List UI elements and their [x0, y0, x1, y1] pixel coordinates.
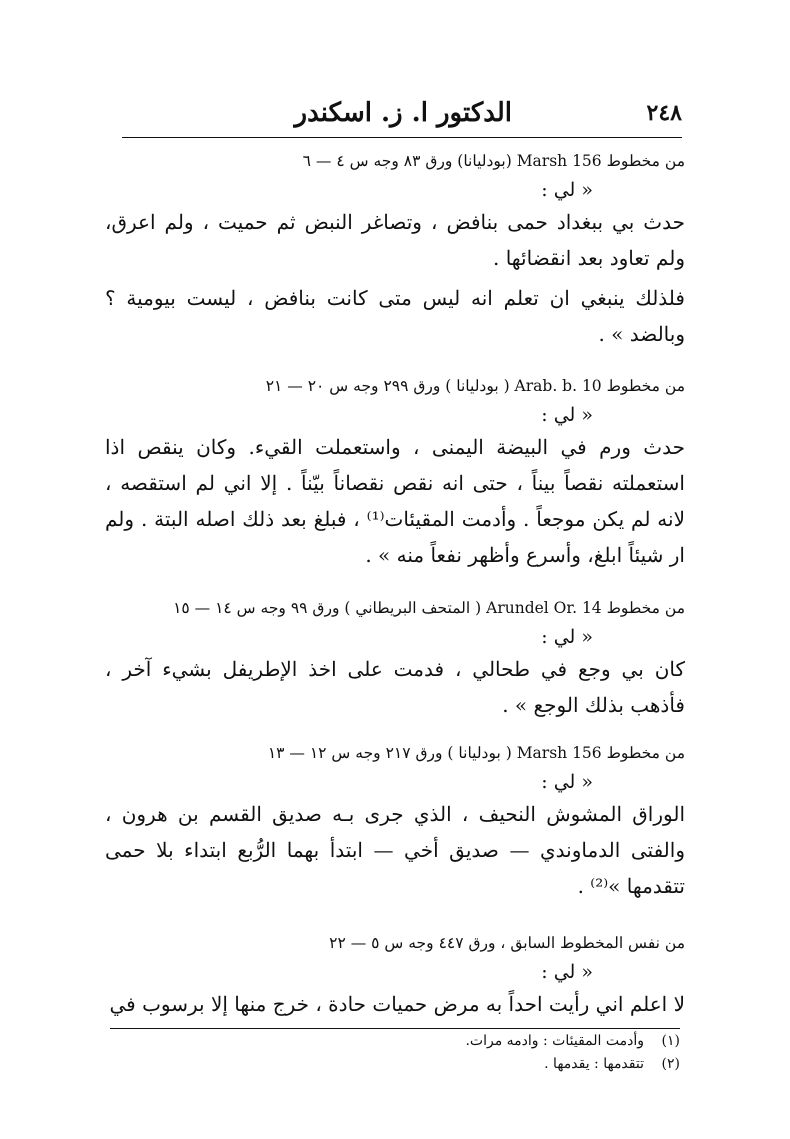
footnote-number: (٢): [661, 1056, 680, 1072]
manuscript-entry-1: [105, 150, 685, 352]
quote-paragraph: حدث بي ببغداد حمى بنافض ، وتصاغر النبض ثم حميت ، ولم اعرق، ولم تعاود بعد انقضائها .: [105, 210, 685, 270]
manuscript-entry-5: [105, 932, 685, 1022]
footnote-text: تتقدمها : يقدمها .: [544, 1056, 644, 1072]
footnote-number: (١): [661, 1033, 680, 1049]
footnote-1: [380, 1030, 680, 1053]
quote-paragraph: لا اعلم اني رأيت احداً به مرض حميات حادة ، خرج منها إلا برسوب في: [109, 992, 685, 1016]
quote-intro: « لي :: [541, 961, 593, 983]
page-number: ٢٤٨: [646, 100, 682, 126]
running-title: الدكتور ا. ز. اسكندر: [294, 98, 512, 128]
quote-paragraph: كان بي وجع في طحالي ، فدمت على اخذ الإطريفل بشيء آخر ، فأذهب بذلك الوجع » .: [105, 657, 685, 717]
quote-intro: « لي :: [541, 179, 593, 201]
footnote-rule: [110, 1028, 680, 1029]
quote-intro: « لي :: [541, 626, 593, 648]
source-citation: من مخطوط Arundel Or. 14 ( المتحف البريطاني ) ورق ٩٩ وجه س ١٤ — ١٥: [173, 599, 685, 617]
header-rule: [122, 137, 682, 138]
footnote-text: وأدمت المقيئات : وادمه مرات.: [465, 1033, 644, 1049]
manuscript-entry-4: [105, 742, 685, 904]
manuscript-entry-3: [105, 597, 685, 723]
source-citation: من نفس المخطوط السابق ، ورق ٤٤٧ وجه س ٥ — ٢٢: [329, 934, 685, 952]
quote-intro: « لي :: [541, 771, 593, 793]
source-citation: من مخطوط Marsh 156 (بودليانا) ورق ٨٣ وجه س ٤ — ٦: [302, 152, 685, 170]
footnotes: [380, 1030, 680, 1076]
page-header: [122, 96, 682, 134]
source-citation: من مخطوط Marsh 156 ( بودليانا ) ورق ٢١٧ وجه س ١٢ — ١٣: [267, 744, 685, 762]
source-citation: من مخطوط Arab. b. 10 ( بودليانا ) ورق ٢٩٩ وجه س ٢٠ — ٢١: [265, 377, 685, 395]
manuscript-entry-2: [105, 375, 685, 573]
quote-intro: « لي :: [541, 404, 593, 426]
quote-paragraph: حدث ورم في البيضة اليمنى ، واستعملت القيء. وكان ينقص اذا استعملته نقصاً بيناً ، حتى انه نقص نقصاناً بيّناً . إلا اني لم استقصه ، لانه لم يكن موجعاً . وأدمت المقيئات⁽¹⁾ ، فبلغ بعد ذلك اصله البتة . ولم ار شيئاً ابلغ، وأسرع وأظهر نفعاً منه » .: [105, 435, 686, 567]
quote-paragraph: الوراق المشوش النحيف ، الذي جرى بـه صديق القسم بن هرون ، والفتى الدماوندي — صديق أخي — ابتدأ بهما الرُّبع ابتداء بلا حمى تتقدمها »⁽²⁾ .: [105, 802, 685, 898]
quote-paragraph: فلذلك ينبغي ان تعلم انه ليس متى كانت بنافض ، ليست بيومية ؟ وبالضد » .: [105, 286, 685, 346]
footnote-2: [380, 1053, 680, 1076]
